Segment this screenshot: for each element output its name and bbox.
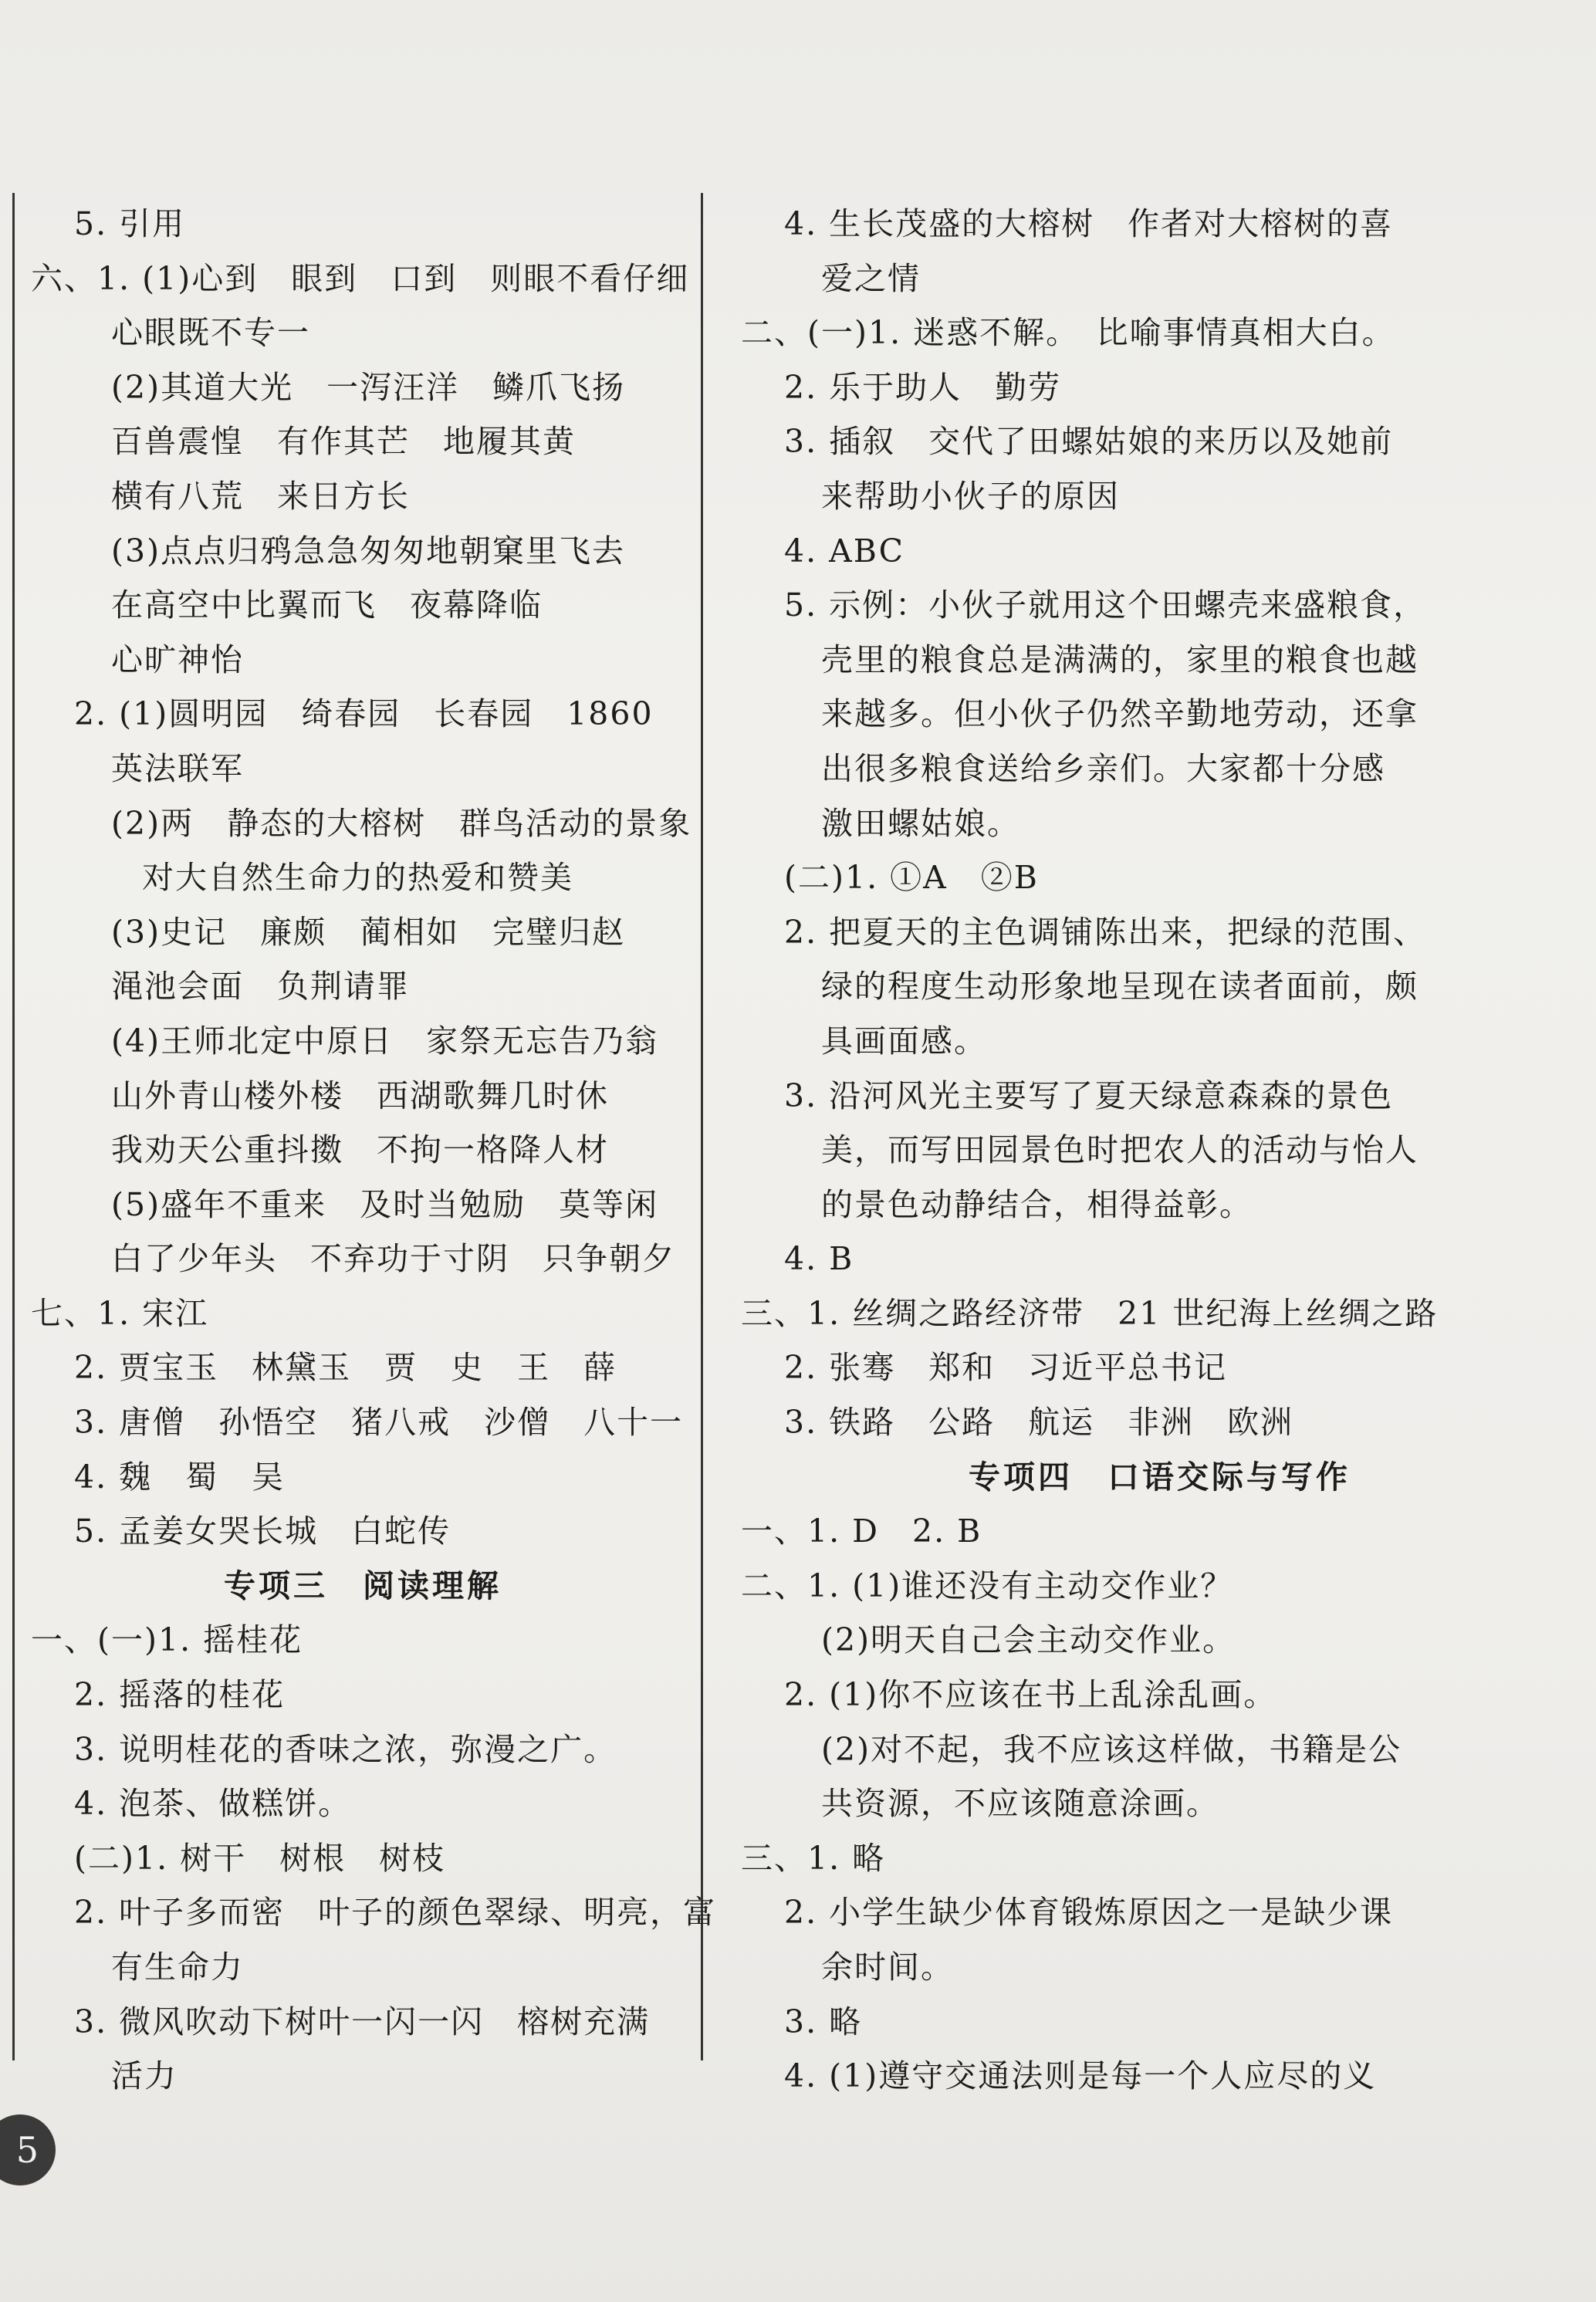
answer-line: 二、1. (1)谁还没有主动交作业？ (741, 1567, 1234, 1604)
answer-line: (5)盛年不重来 及时当勉励 莫等闲 (111, 1185, 659, 1223)
right-column (741, 197, 1578, 2104)
answer-line: 二、(一)1. 迷惑不解。 比喻事情真相大白。 (741, 314, 1395, 352)
answer-line: 3. 唐僧 孙悟空 猪八戒 沙僧 八十一 (74, 1404, 684, 1442)
answer-line: 2. 张骞 郑和 习近平总书记 (784, 1349, 1228, 1387)
answer-line: (2)其道大光 一泻汪洋 鳞爪飞扬 (111, 368, 626, 406)
answer-line: 一、1. D 2. B (741, 1513, 982, 1550)
answer-line: 激田螺姑娘。 (821, 804, 1020, 842)
answer-line: 2. 贾宝玉 林黛玉 贾 史 王 薛 (74, 1349, 617, 1387)
answer-line: 英法联军 (111, 749, 244, 787)
answer-line: 4. (1)遵守交通法则是每一个人应尽的义 (784, 2057, 1377, 2095)
answer-line: 来帮助小伙子的原因 (821, 477, 1120, 515)
answer-line: (二)1. 树干 树根 树枝 (74, 1839, 446, 1877)
answer-line: 3. 插叙 交代了田螺姑娘的来历以及她前 (784, 423, 1394, 461)
answer-line: 5. 孟姜女哭长城 白蛇传 (74, 1513, 451, 1550)
answer-line: 具画面感。 (821, 1022, 987, 1060)
answer-line: 3. 说明桂花的香味之浓，弥漫之广。 (74, 1730, 617, 1768)
answer-line: 壳里的粮食总是满满的，家里的粮食也越 (821, 641, 1418, 678)
answer-line: 3. 沿河风光主要写了夏天绿意森森的景色 (784, 1077, 1394, 1114)
answer-line: 心眼既不专一 (111, 314, 310, 352)
answer-line: 爱之情 (821, 259, 921, 297)
answer-line: (2)两 静态的大榕树 群鸟活动的景象 (111, 804, 692, 842)
answer-line: (二)1. ①A ②B (784, 859, 1039, 897)
answer-line: 4. 泡茶、做糕饼。 (74, 1785, 352, 1823)
answer-line: 山外青山楼外楼 西湖歌舞几时休 (111, 1077, 609, 1114)
left-margin-rule (12, 193, 15, 2060)
answer-line: 在高空中比翼而飞 夜幕降临 (111, 586, 543, 624)
answer-line: 2. 乐于助人 勤劳 (784, 368, 1062, 406)
answer-line: 心旷神怡 (111, 641, 244, 678)
answer-line: 4. 生长茂盛的大榕树 作者对大榕树的喜 (784, 205, 1394, 242)
answer-line: 2. 摇落的桂花 (74, 1676, 286, 1714)
answer-line: 对大自然生命力的热爱和赞美 (142, 859, 573, 897)
answer-line: 白了少年头 不弃功于寸阴 只争朝夕 (111, 1240, 675, 1278)
page-number-badge: 5 (0, 2114, 56, 2185)
section-heading: 专项三 阅读理解 (224, 1567, 502, 1604)
answer-line: 4. 魏 蜀 吴 (74, 1458, 286, 1496)
answer-line: 2. (1)你不应该在书上乱涂乱画。 (784, 1676, 1277, 1714)
section-heading: 专项四 口语交际与写作 (969, 1458, 1351, 1496)
answer-line: (3)点点归鸦急急匆匆地朝窠里飞去 (111, 532, 626, 570)
answer-line: 美，而写田园景色时把农人的活动与怡人 (821, 1131, 1418, 1169)
answer-line: 的景色动静结合，相得益彰。 (821, 1185, 1253, 1223)
answer-line: 2. 叶子多而密 叶子的颜色翠绿、明亮，富 (74, 1894, 717, 1932)
answer-line: 2. (1)圆明园 绮春园 长春园 1860 (74, 695, 654, 733)
answer-line: 三、1. 略 (741, 1839, 886, 1877)
answer-line: 我劝天公重抖擞 不拘一格降人材 (111, 1131, 609, 1169)
answer-line: 5. 引用 (74, 205, 186, 242)
answer-line: 百兽震惶 有作其芒 地履其黄 (111, 423, 576, 461)
answer-line: 3. 铁路 公路 航运 非洲 欧洲 (784, 1404, 1294, 1442)
answer-line: 有生命力 (111, 1949, 244, 1986)
answer-line: 横有八荒 来日方长 (111, 477, 410, 515)
answer-line: 2. 把夏天的主色调铺陈出来，把绿的范围、 (784, 913, 1427, 951)
answer-line: 三、1. 丝绸之路经济带 21 世纪海上丝绸之路 (741, 1294, 1439, 1332)
answer-line: 共资源，不应该随意涂画。 (821, 1785, 1219, 1823)
answer-line: 2. 小学生缺少体育锻炼原因之一是缺少课 (784, 1894, 1394, 1932)
answer-line: (4)王师北定中原日 家祭无忘告乃翁 (111, 1022, 659, 1060)
column-divider (701, 193, 703, 2060)
answer-line: 活力 (111, 2057, 178, 2095)
left-column (31, 197, 717, 2104)
answer-line: 余时间。 (821, 1949, 954, 1986)
answer-line: 七、1. 宋江 (31, 1294, 209, 1332)
answer-line: 六、1. (1)心到 眼到 口到 则眼不看仔细 (31, 259, 690, 297)
answer-line: 绿的程度生动形象地呈现在读者面前，颇 (821, 968, 1418, 1006)
answer-line: (2)明天自己会主动交作业。 (821, 1621, 1236, 1659)
answer-line: (2)对不起，我不应该这样做，书籍是公 (821, 1730, 1402, 1768)
answer-line: 5. 示例：小伙子就用这个田螺壳来盛粮食， (784, 586, 1427, 624)
answer-line: 来越多。但小伙子仍然辛勤地劳动，还拿 (821, 695, 1418, 733)
answer-line: 4. B (784, 1240, 854, 1278)
answer-line: 渑池会面 负荆请罪 (111, 968, 410, 1006)
answer-line: (3)史记 廉颇 蔺相如 完璧归赵 (111, 913, 626, 951)
answer-line: 3. 略 (784, 2003, 863, 2040)
answer-line: 3. 微风吹动下树叶一闪一闪 榕树充满 (74, 2003, 651, 2040)
answer-line: 出很多粮食送给乡亲们。大家都十分感 (821, 749, 1385, 787)
answer-line: 一、(一)1. 摇桂花 (31, 1621, 303, 1659)
answer-line: 4. ABC (784, 532, 905, 570)
